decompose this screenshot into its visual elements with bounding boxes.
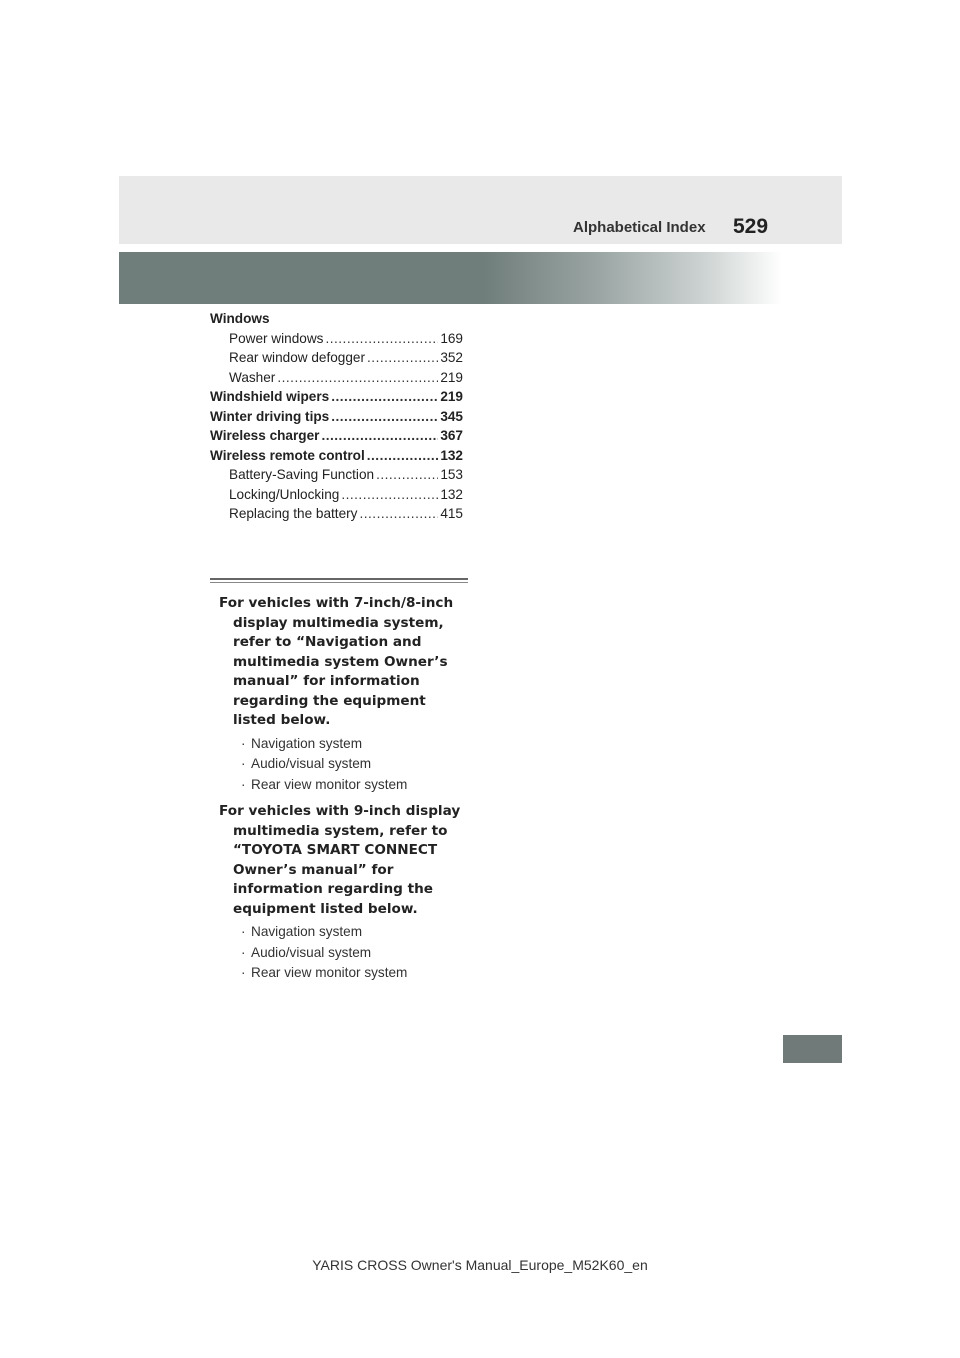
- index-entry-label: Wireless remote control: [210, 447, 365, 463]
- index-entry-page: 132: [440, 447, 463, 463]
- index-entry-page: 169: [440, 330, 463, 346]
- chapter-band: [119, 252, 782, 304]
- dot-leader: [376, 465, 438, 485]
- index-entry-label: Power windows: [229, 330, 324, 346]
- dot-leader: [367, 348, 438, 368]
- bullet-glyph: ·: [241, 756, 246, 771]
- index-entry-label: Rear window defogger: [229, 350, 366, 365]
- index-entry-label: Wireless charger: [210, 428, 320, 443]
- index-entry[interactable]: [210, 348, 463, 368]
- note-list-item: · Audio/visual system: [219, 943, 469, 964]
- dot-leader: [359, 504, 438, 524]
- multimedia-note-1: [219, 594, 469, 795]
- section-divider: [210, 582, 468, 583]
- dot-leader: [367, 446, 439, 466]
- note-list-item: · Navigation system: [219, 734, 469, 755]
- dot-leader: [321, 426, 438, 446]
- index-entry-page: 219: [440, 389, 463, 404]
- index-entry[interactable]: [210, 446, 463, 466]
- dot-leader: [331, 407, 438, 427]
- note-list-item: · Rear view monitor system: [219, 963, 469, 984]
- index-entry[interactable]: [210, 329, 463, 349]
- index-entry-label: Replacing the battery: [229, 506, 358, 521]
- note-list-item: · Navigation system: [219, 922, 469, 943]
- bullet-glyph: ·: [241, 776, 246, 792]
- index-entry-label: Winter driving tips: [210, 408, 330, 424]
- bullet-glyph: ·: [241, 735, 246, 751]
- index-entry-page: 415: [440, 506, 463, 521]
- index-entry-page: 132: [440, 486, 463, 502]
- index-entry[interactable]: [210, 368, 463, 388]
- multimedia-note-2: [219, 802, 469, 984]
- bullet-glyph: ·: [241, 924, 246, 939]
- bullet-glyph: ·: [241, 944, 246, 960]
- dot-leader: [325, 329, 438, 349]
- index-entry[interactable]: [210, 407, 463, 427]
- index-entry-page: 153: [440, 467, 463, 482]
- index-entry[interactable]: [210, 485, 463, 505]
- index-entry-page: 219: [440, 369, 463, 385]
- bullet-glyph: ·: [241, 965, 246, 980]
- dot-leader: [341, 485, 438, 505]
- index-entry-page: 352: [440, 350, 463, 365]
- dot-leader: [331, 387, 438, 407]
- index-entry-page: 345: [440, 408, 463, 424]
- dot-leader: [277, 368, 438, 388]
- index-list: [210, 309, 463, 524]
- index-entry[interactable]: [210, 465, 463, 485]
- chapter-tab[interactable]: [783, 1035, 842, 1063]
- index-entry-label: Windshield wipers: [210, 389, 330, 404]
- index-entry-label: Washer: [229, 369, 276, 385]
- index-entry[interactable]: [210, 387, 463, 407]
- footer-text: YARIS CROSS Owner's Manual_Europe_M52K60_en: [312, 1257, 648, 1273]
- note-heading: For vehicles with 9-inch display multimedia system, refer to “TOYOTA SMART CONNECT Owner’s manual” for information regarding the equipment listed below.: [219, 803, 461, 917]
- index-entry[interactable]: [210, 309, 463, 329]
- index-entry[interactable]: [210, 504, 463, 524]
- section-divider: [210, 578, 468, 580]
- index-entry[interactable]: [210, 426, 463, 446]
- note-heading: For vehicles with 7-inch/8-inch display multimedia system, refer to “Navigation and multimedia system Owner’s manual” for information regarding the equipment listed below.: [219, 595, 454, 728]
- index-entry-label: Battery-Saving Function: [229, 467, 375, 482]
- index-entry-page: 367: [440, 428, 463, 443]
- note-list-item: · Audio/visual system: [219, 754, 469, 775]
- section-title: Alphabetical Index: [573, 219, 706, 236]
- note-list-item: · Rear view monitor system: [219, 775, 469, 796]
- page-number: 529: [733, 215, 769, 238]
- index-entry-label: Windows: [210, 311, 270, 326]
- index-entry-label: Locking/Unlocking: [229, 486, 340, 502]
